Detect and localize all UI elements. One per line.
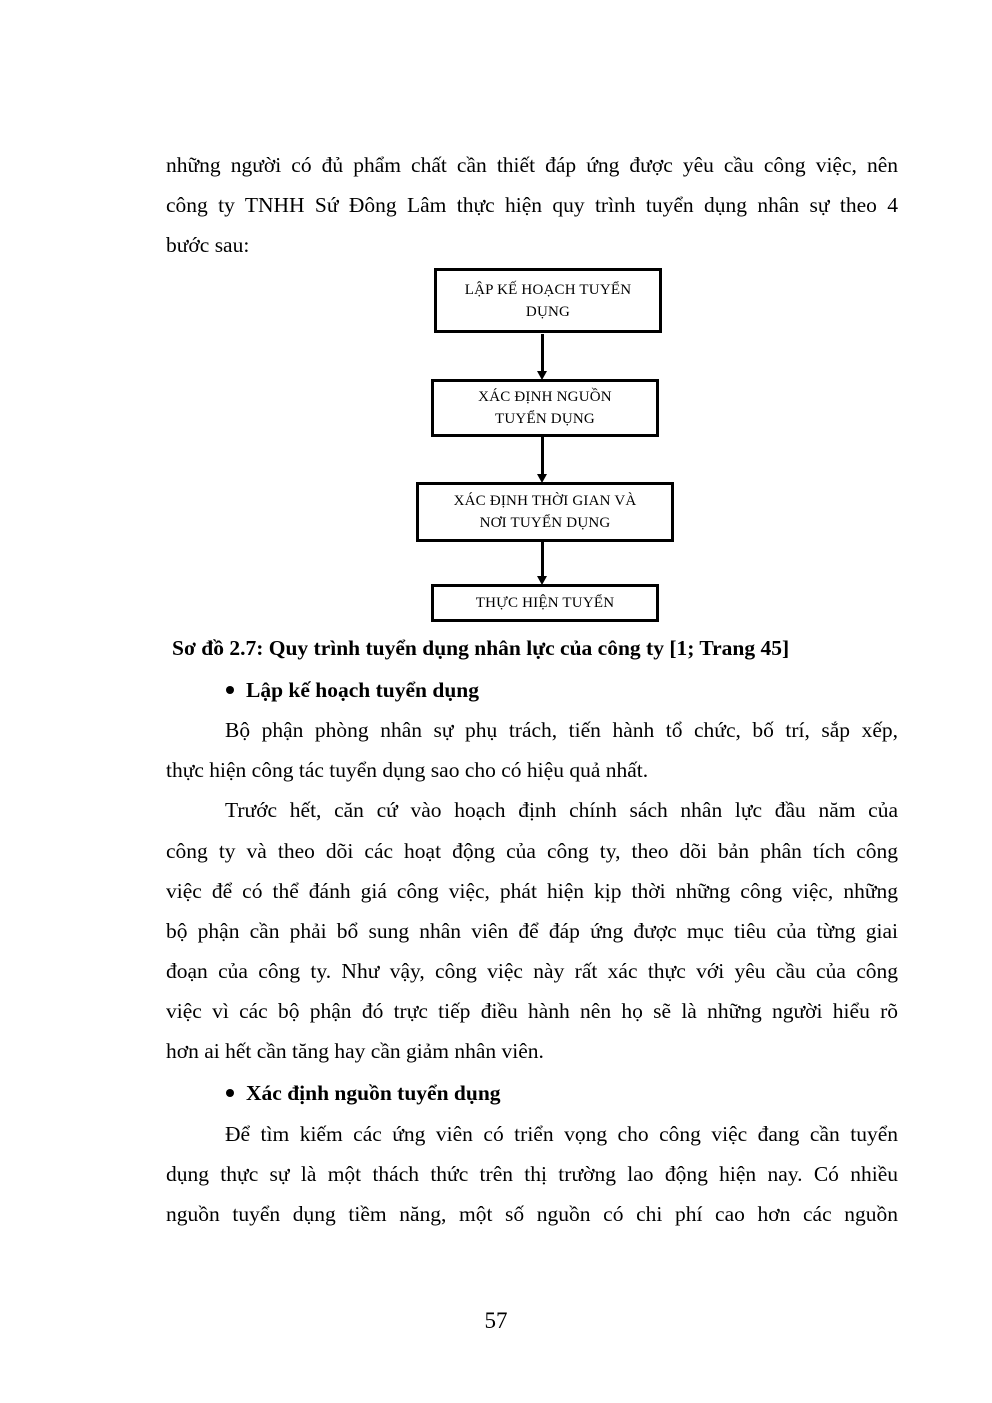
section1-para1-line-1: Bộ phận phòng nhân sự phụ trách, tiến hành tổ chức, bố trí, sắp xếp, xyxy=(225,718,898,742)
diagram-caption: Sơ đồ 2.7: Quy trình tuyển dụng nhân lực của công ty [1; Trang 45] xyxy=(172,636,790,660)
flow-arrow-2 xyxy=(537,437,548,483)
section1-para2-line-2: công ty và theo dõi các hoạt động của công ty, theo dõi bản phân tích công xyxy=(166,839,898,863)
intro-line-2: công ty TNHH Sứ Đông Lâm thực hiện quy trình tuyển dụng nhân sự theo 4 xyxy=(166,193,898,217)
section1-para2-line-3: việc để có thể đánh giá công việc, phát hiện kịp thời những công việc, những xyxy=(166,879,898,903)
section1-heading: Lập kế hoạch tuyển dụng xyxy=(246,678,479,702)
section1-heading-row xyxy=(226,676,479,704)
bullet-icon xyxy=(226,1089,234,1097)
intro-line-1: những người có đủ phẩm chất cần thiết đáp ứng được yêu cầu công việc, nên xyxy=(166,153,898,177)
flow-step-source-line1: XÁC ĐỊNH NGUỒN xyxy=(478,389,612,405)
section1-para2-line-1: Trước hết, căn cứ vào hoạch định chính sách nhân lực đầu năm của xyxy=(225,798,898,822)
section1-para2-line-6: việc vì các bộ phận đó trực tiếp điều hành nên họ sẽ là những người hiểu rõ xyxy=(166,999,898,1023)
flow-step-source-line2: TUYỂN DỤNG xyxy=(495,411,595,427)
intro-line-3: bước sau: xyxy=(166,233,250,257)
section2-para1-line-3: nguồn tuyển dụng tiềm năng, một số nguồn có chi phí cao hơn các nguồn xyxy=(166,1202,898,1226)
page-number: 57 xyxy=(484,1308,508,1333)
bullet-icon xyxy=(226,686,234,694)
section2-para1-line-2: dụng thực sự là một thách thức trên thị trường lao động hiện nay. Có nhiều xyxy=(166,1162,898,1186)
flow-step-time-place-line1: XÁC ĐỊNH THỜI GIAN VÀ xyxy=(453,493,637,509)
flow-arrow-1 xyxy=(537,334,548,380)
flow-step-time-place xyxy=(416,482,674,542)
section1-para1-line-2: thực hiện công tác tuyển dụng sao cho có hiệu quả nhất. xyxy=(166,758,649,782)
section1-para2-line-4: bộ phận cần phải bổ sung nhân viên để đáp ứng được mục tiêu của từng giai xyxy=(166,919,898,943)
flow-step-plan-line2: DỤNG xyxy=(525,303,571,320)
section2-heading-row xyxy=(226,1079,501,1107)
flow-step-source xyxy=(431,379,659,437)
flow-step-plan xyxy=(434,268,662,333)
section1-para2-line-7: hơn ai hết cần tăng hay cần giảm nhân viên. xyxy=(166,1039,544,1063)
flow-step-execute-line1: THỰC HIỆN TUYỂN xyxy=(475,595,615,611)
flow-arrow-3 xyxy=(537,542,548,585)
section2-para1-line-1: Để tìm kiếm các ứng viên có triển vọng cho công việc đang cần tuyển xyxy=(225,1122,898,1146)
flow-step-execute xyxy=(431,584,659,622)
flow-step-time-place-line2: NƠI TUYỂN DỤNG xyxy=(479,515,611,531)
section1-para2-line-5: đoạn của công ty. Như vậy, công việc này rất xác thực với yêu cầu của công xyxy=(166,959,898,983)
flow-step-plan-line1: LẬP KẾ HOẠCH TUYỂN xyxy=(464,281,632,298)
section2-heading: Xác định nguồn tuyển dụng xyxy=(246,1081,501,1105)
